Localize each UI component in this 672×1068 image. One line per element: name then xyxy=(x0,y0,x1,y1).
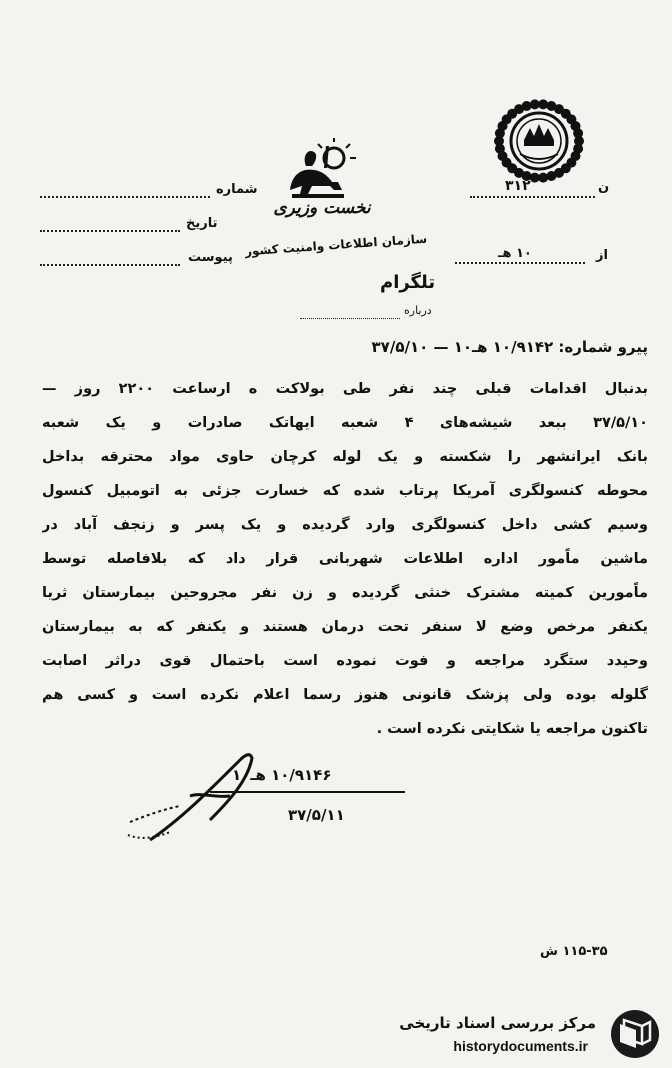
from-value: ۱۰ هـ xyxy=(498,246,532,261)
signature-date: ۳۷/۵/۱۱ xyxy=(288,806,345,824)
watermark-url: historydocuments.ir xyxy=(453,1038,588,1054)
document-type-title: تلگرام xyxy=(380,272,436,293)
body-line: بدنبال اقدامات قبلی چند نفر طی بولاکت ه ارساعت ۲۲۰۰ روز — xyxy=(42,381,648,397)
attachment-label: پیوست xyxy=(188,250,233,265)
date-dotted-line xyxy=(40,230,180,232)
lion-and-sun-emblem-icon xyxy=(262,138,372,200)
attachment-dotted-line xyxy=(40,264,180,266)
date-label: تاریخ xyxy=(186,216,218,231)
ministry-title: نخست وزیری xyxy=(273,198,371,218)
body-line: بانک ایرانشهر را شکسته و یک لوله کرچان حاوی مواد محترقه بداخل xyxy=(42,449,648,465)
reference-line: پیرو شماره: ۱۰/۹۱۴۲ هـ۱۰ — ۳۷/۵/۱۰ xyxy=(371,338,648,356)
body-line: ماشین ماًمور اداره اطلاعات شهربانی قرار داد که بلافاصله توسط xyxy=(42,551,648,567)
watermark-title: مرکز بررسی اسناد تاریخی xyxy=(399,1014,596,1032)
regarding-dotted-line xyxy=(300,318,400,319)
organization-name: سازمان اطلاعات وامنیت کشور xyxy=(244,231,428,259)
body-line: ماًمورین کمیته مشترک خنثی گردیده و زن نفر مجروحین بیمارستان ثریا xyxy=(42,585,648,601)
serial-prefix: ن xyxy=(598,180,610,195)
handwritten-signature-icon xyxy=(120,740,420,850)
archive-number: ۱۱۵-۳۵ ش xyxy=(540,944,608,959)
signature-reference: ۱۰/۹۱۴۶ هـ۱۰ xyxy=(232,766,332,784)
number-dotted-line xyxy=(40,196,210,198)
archive-logo-icon xyxy=(606,1008,664,1060)
serial-number: ۳۱۲ xyxy=(505,178,531,194)
telegram-body xyxy=(42,372,648,746)
body-line: تاکنون مراجعه یا شکایتی نکرده است . xyxy=(376,721,648,737)
body-line: محوطه کنسولگری آمریکا پرتاب شده که خسارت جزئی به اتومبیل کنسول xyxy=(42,483,648,499)
serial-dotted-line xyxy=(470,196,595,198)
number-label: شماره xyxy=(216,182,258,197)
body-line: وحیدد ستگرد مراجعه و فوت نموده است باحتمال قوی دراثر اصابت xyxy=(42,653,648,669)
official-seal-icon xyxy=(480,92,598,190)
from-label: از xyxy=(596,248,608,263)
regarding-label: درباره xyxy=(404,304,432,317)
body-line: یکنفر مرخص وضع لا سنفر تحت درمان هستند و یکنفر که به بیمارستان xyxy=(42,619,648,635)
body-line: ۳۷/۵/۱۰ ببعد شیشه‌های ۴ شعبه ایهاتک صادرات و یک شعبه xyxy=(42,415,648,431)
body-line: وسیم کشی داخل کنسولگری وارد گردیده و یک پسر و زنجف آباد در xyxy=(42,517,648,533)
body-line: گلوله بوده ولی پزشک قانونی هنوز رسما اعلام نکرده است و کسی هم xyxy=(42,687,648,703)
from-dotted-line xyxy=(455,262,585,264)
